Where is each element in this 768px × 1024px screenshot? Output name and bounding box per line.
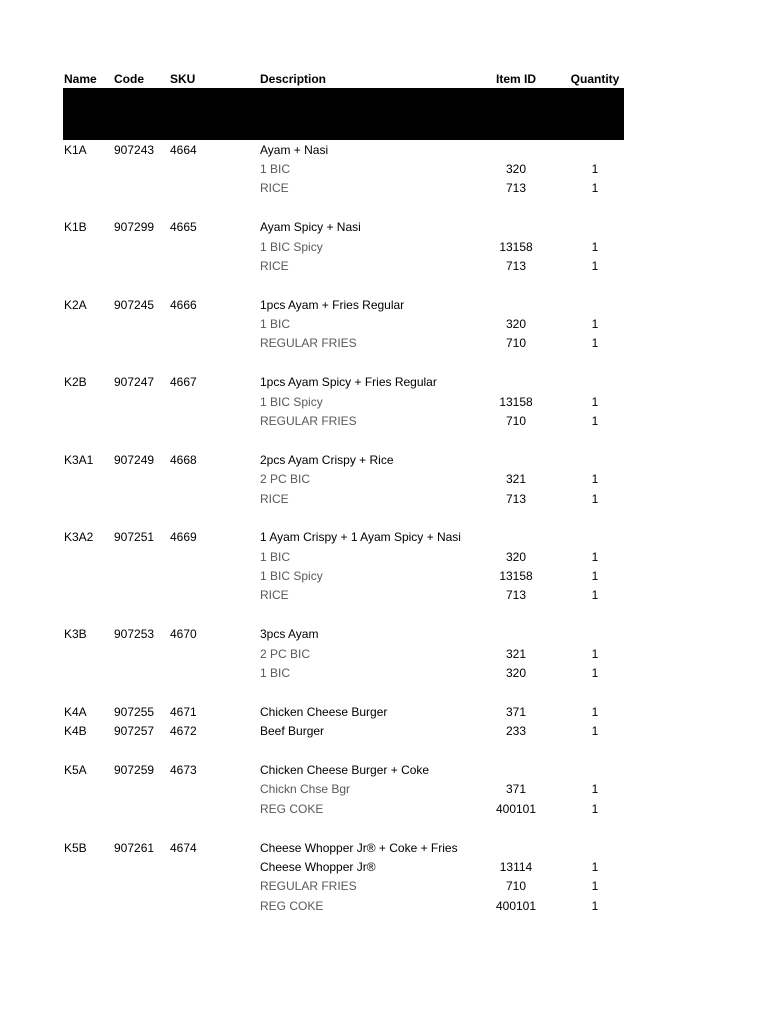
cell-description: 3pcs Ayam <box>260 627 319 641</box>
table-row <box>0 315 768 333</box>
cell-description: Chickn Chse Bgr <box>260 782 351 796</box>
cell-item-id: 13158 <box>499 395 533 409</box>
cell-quantity: 1 <box>591 569 599 583</box>
cell-code: 907249 <box>114 453 155 467</box>
cell-description: REGULAR FRIES <box>260 336 357 350</box>
table-row <box>0 451 768 469</box>
table-row <box>0 296 768 314</box>
cell-item-id: 321 <box>505 647 527 661</box>
cell-item-id: 320 <box>505 317 527 331</box>
table-row <box>0 548 768 566</box>
cell-name: K4B <box>64 724 87 738</box>
cell-description: Ayam Spicy + Nasi <box>260 220 361 234</box>
cell-name: K4A <box>64 705 87 719</box>
cell-sku: 4667 <box>170 375 197 389</box>
cell-code: 907261 <box>114 841 155 855</box>
cell-name: K2B <box>64 375 87 389</box>
cell-item-id: 713 <box>505 259 527 273</box>
cell-quantity: 1 <box>591 336 599 350</box>
table-row <box>0 877 768 895</box>
cell-sku: 4674 <box>170 841 197 855</box>
cell-description: Cheese Whopper Jr® <box>260 860 376 874</box>
header-quantity: Quantity <box>570 72 620 86</box>
cell-sku: 4670 <box>170 627 197 641</box>
cell-name: K5A <box>64 763 87 777</box>
cell-quantity: 1 <box>591 162 599 176</box>
cell-code: 907299 <box>114 220 155 234</box>
cell-quantity: 1 <box>591 317 599 331</box>
cell-code: 907253 <box>114 627 155 641</box>
header-code: Code <box>114 72 144 86</box>
cell-item-id: 320 <box>505 550 527 564</box>
cell-description: Chicken Cheese Burger + Coke <box>260 763 430 777</box>
cell-description: Beef Burger <box>260 724 325 738</box>
cell-description: Ayam + Nasi <box>260 143 329 157</box>
cell-item-id: 13114 <box>499 860 533 874</box>
cell-item-id: 321 <box>505 472 527 486</box>
cell-description: REG COKE <box>260 899 324 913</box>
cell-name: K1A <box>64 143 87 157</box>
table-row <box>0 897 768 915</box>
cell-description: REGULAR FRIES <box>260 879 357 893</box>
cell-description: Chicken Cheese Burger <box>260 705 388 719</box>
cell-item-id: 371 <box>505 782 527 796</box>
cell-quantity: 1 <box>591 414 599 428</box>
header-description: Description <box>260 72 327 86</box>
cell-item-id: 713 <box>505 492 527 506</box>
cell-name: K3A1 <box>64 453 94 467</box>
cell-description: RICE <box>260 492 289 506</box>
cell-quantity: 1 <box>591 240 599 254</box>
cell-item-id: 710 <box>505 336 527 350</box>
cell-description: 1 BIC Spicy <box>260 395 323 409</box>
table-row <box>0 567 768 585</box>
cell-quantity: 1 <box>591 802 599 816</box>
table-row <box>0 664 768 682</box>
table-row <box>0 625 768 643</box>
cell-sku: 4668 <box>170 453 197 467</box>
cell-description: RICE <box>260 588 289 602</box>
table-row <box>0 761 768 779</box>
cell-item-id: 13158 <box>499 569 533 583</box>
cell-description: 1 BIC Spicy <box>260 240 323 254</box>
cell-item-id: 13158 <box>499 240 533 254</box>
cell-sku: 4672 <box>170 724 197 738</box>
header-sku: SKU <box>170 72 196 86</box>
cell-name: K5B <box>64 841 87 855</box>
cell-description: RICE <box>260 259 289 273</box>
cell-description: 1 BIC <box>260 162 291 176</box>
cell-code: 907251 <box>114 530 155 544</box>
cell-description: 2pcs Ayam Crispy + Rice <box>260 453 394 467</box>
cell-item-id: 400101 <box>495 802 537 816</box>
table-row <box>0 141 768 159</box>
cell-description: 1 BIC <box>260 666 291 680</box>
cell-description: 1 Ayam Crispy + 1 Ayam Spicy + Nasi <box>260 530 461 544</box>
cell-description: REGULAR FRIES <box>260 414 357 428</box>
cell-code: 907259 <box>114 763 155 777</box>
cell-sku: 4665 <box>170 220 197 234</box>
cell-description: Cheese Whopper Jr® + Coke + Fries <box>260 841 458 855</box>
cell-quantity: 1 <box>591 879 599 893</box>
table-row <box>0 703 768 721</box>
header-item-id: Item ID <box>495 72 536 86</box>
cell-code: 907245 <box>114 298 155 312</box>
cell-code: 907255 <box>114 705 155 719</box>
table-row <box>0 412 768 430</box>
cell-quantity: 1 <box>591 492 599 506</box>
cell-description: 2 PC BIC <box>260 647 311 661</box>
cell-quantity: 1 <box>591 395 599 409</box>
table-row <box>0 490 768 508</box>
cell-code: 907243 <box>114 143 155 157</box>
cell-name: K3A2 <box>64 530 94 544</box>
header-name: Name <box>64 72 97 86</box>
cell-quantity: 1 <box>591 647 599 661</box>
table-row <box>0 780 768 798</box>
cell-item-id: 713 <box>505 588 527 602</box>
cell-description: 1pcs Ayam Spicy + Fries Regular <box>260 375 437 389</box>
cell-quantity: 1 <box>591 259 599 273</box>
cell-name: K3B <box>64 627 87 641</box>
cell-name: K2A <box>64 298 87 312</box>
table-row <box>0 722 768 740</box>
cell-quantity: 1 <box>591 705 599 719</box>
table-row <box>0 528 768 546</box>
cell-quantity: 1 <box>591 899 599 913</box>
cell-name: K1B <box>64 220 87 234</box>
cell-quantity: 1 <box>591 782 599 796</box>
table-row <box>0 373 768 391</box>
table-row <box>0 393 768 411</box>
table-row <box>0 179 768 197</box>
cell-quantity: 1 <box>591 181 599 195</box>
table-row <box>0 470 768 488</box>
cell-quantity: 1 <box>591 860 599 874</box>
cell-item-id: 710 <box>505 414 527 428</box>
table-row <box>0 839 768 857</box>
table-row <box>0 257 768 275</box>
cell-quantity: 1 <box>591 666 599 680</box>
cell-sku: 4671 <box>170 705 197 719</box>
table-row <box>0 645 768 663</box>
cell-item-id: 400101 <box>495 899 537 913</box>
cell-code: 907247 <box>114 375 155 389</box>
cell-sku: 4669 <box>170 530 197 544</box>
cell-description: 1 BIC <box>260 317 291 331</box>
cell-item-id: 713 <box>505 181 527 195</box>
table-row <box>0 160 768 178</box>
table-row <box>0 238 768 256</box>
cell-sku: 4673 <box>170 763 197 777</box>
cell-description: 1 BIC <box>260 550 291 564</box>
cell-description: 2 PC BIC <box>260 472 311 486</box>
cell-item-id: 320 <box>505 162 527 176</box>
cell-sku: 4664 <box>170 143 197 157</box>
cell-description: REG COKE <box>260 802 324 816</box>
table-row <box>0 334 768 352</box>
cell-item-id: 233 <box>505 724 527 738</box>
table-row <box>0 800 768 818</box>
cell-quantity: 1 <box>591 588 599 602</box>
cell-item-id: 371 <box>505 705 527 719</box>
cell-quantity: 1 <box>591 472 599 486</box>
table-row <box>0 858 768 876</box>
cell-item-id: 710 <box>505 879 527 893</box>
table-row <box>0 218 768 236</box>
cell-quantity: 1 <box>591 724 599 738</box>
cell-item-id: 320 <box>505 666 527 680</box>
cell-description: 1pcs Ayam + Fries Regular <box>260 298 405 312</box>
cell-quantity: 1 <box>591 550 599 564</box>
cell-description: 1 BIC Spicy <box>260 569 323 583</box>
cell-description: RICE <box>260 181 289 195</box>
black-header-band <box>63 88 624 140</box>
table-row <box>0 586 768 604</box>
cell-sku: 4666 <box>170 298 197 312</box>
cell-code: 907257 <box>114 724 155 738</box>
